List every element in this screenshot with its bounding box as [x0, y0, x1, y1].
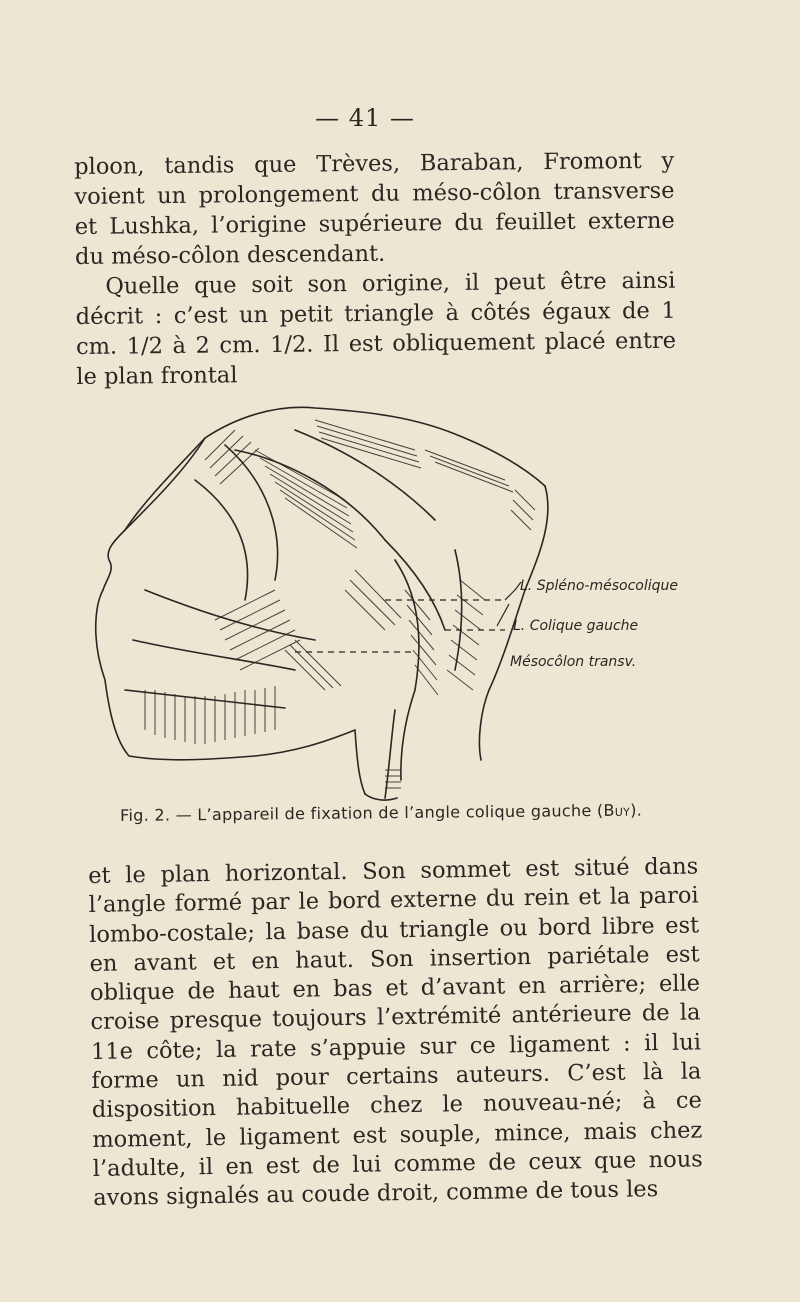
- label-left-colic: L. Colique gauche: [513, 618, 639, 634]
- descending-colon: [355, 710, 395, 798]
- caption-end: ).: [630, 800, 643, 820]
- left-contour: [103, 438, 205, 590]
- page-number: — 41 —: [315, 104, 415, 132]
- colic-angle-illustration: [85, 390, 685, 810]
- paragraph-description: Quelle que soit son origine, il peut être ainsi décrit : c’est un petit triangle à côtés égaux de 1 cm. 1/2 à 2 cm. 1/2. Il est obliquement placé entre le plan frontal: [75, 267, 677, 390]
- paragraph-continuation: ploon, tandis que Trèves, Baraban, Fromont y voient un prolongement du méso-côlon transverse et Lushka, l’origine supérieure du feuillet externe du méso-côlon descendant.: [74, 147, 675, 270]
- colon-bottom: [365, 794, 397, 800]
- caption-author: Buy: [603, 800, 631, 820]
- label-spleno-mesocolic: L. Spléno-mésocolique: [520, 578, 678, 594]
- caption-text: Fig. 2. — L’appareil de fixation de l’angle colique gauche (: [120, 800, 604, 825]
- anatomical-figure: [85, 390, 685, 810]
- text-block-bottom: [88, 852, 703, 1213]
- label-transverse-mesocolon: Mésocôlon transv.: [510, 654, 637, 670]
- text-block-top: [74, 146, 676, 392]
- paragraph-ligament: et le plan horizontal. Son sommet est situé dans l’angle formé par le bord externe du rein et la paroi lombo-costale; la base du triangle ou bord libre est en avant et en haut. Son insertion pariétale est oblique de haut en bas et d’avant en arrière; elle croise presque toujours l’extrémité antérieure de la 11e côte; la rate s’appuie sur ce ligament : il lui forme un nid pour certains auteurs. C’est là la disposition habituelle chez le nouveau-né; à ce moment, le ligament est souple, mince, mais chez l’adulte, il en est de lui comme de ceux que nous avons signalés au coude droit, comme de tous les: [88, 853, 703, 1212]
